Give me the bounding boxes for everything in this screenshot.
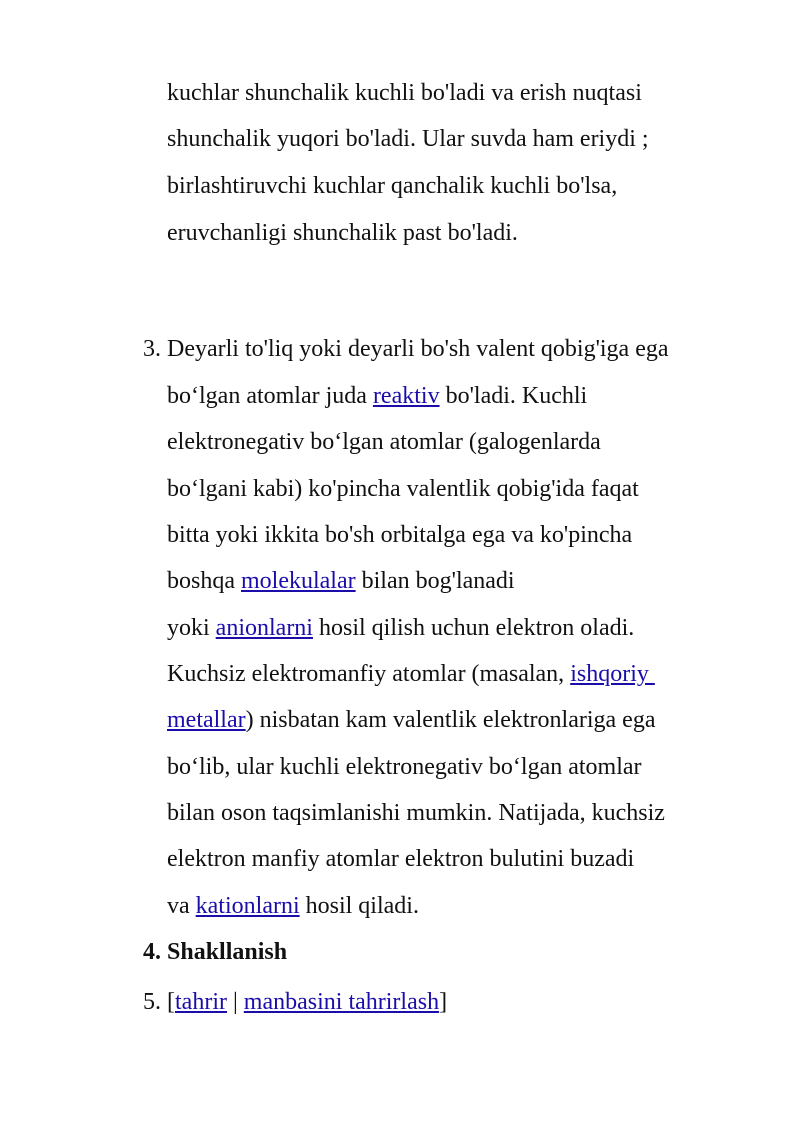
list-number-4: 4. (143, 939, 161, 965)
bracket-close: ] (439, 989, 448, 1015)
list-item-3-line: Deyarli to'liq yoki deyarli bo'sh valent qobig'iga ega (167, 336, 669, 362)
list-number-5: 5. (143, 989, 161, 1015)
link-kationlarni[interactable]: kationlarni (195, 893, 300, 919)
text-span: hosil qiladi. (299, 893, 419, 919)
list-item-3-line (167, 659, 655, 689)
paragraph-line: birlashtiruvchi kuchlar qanchalik kuchli bo'lsa, (167, 173, 618, 199)
link-ishqoriy-metallar[interactable]: ishqoriy (570, 661, 655, 687)
list-item-3-line (167, 613, 634, 643)
paragraph-line: eruvchanligi shunchalik past bo'ladi. (167, 220, 518, 246)
paragraph-line: kuchlar shunchalik kuchli bo'ladi va erish nuqtasi (167, 80, 642, 106)
edit-source-link[interactable]: manbasini tahrirlash (243, 989, 440, 1015)
link-ishqoriy-metallar-cont[interactable]: metallar (167, 707, 246, 733)
list-item-3-line (167, 705, 655, 735)
list-item-3-line: bo‘lib, ular kuchli elektronegativ bo‘lgan atomlar (167, 754, 642, 780)
list-number-3: 3. (143, 336, 161, 362)
text-span: bilan bog'lanadi (355, 568, 515, 594)
bracket-open: [ (167, 989, 175, 1015)
text-span: bo‘lgan atomlar juda (167, 383, 373, 409)
list-item-3-line: bitta yoki ikkita bo'sh orbitalga ega va ko'pincha (167, 522, 633, 548)
edit-links (167, 987, 447, 1017)
text-span: boshqa (167, 568, 241, 594)
text-span: hosil qilish uchun elektron oladi. (312, 615, 635, 641)
list-item-3-line: bilan oson taqsimlanishi mumkin. Natijada, kuchsiz (167, 800, 665, 826)
link-reaktiv[interactable]: reaktiv (372, 383, 440, 409)
link-molekulalar[interactable]: molekulalar (241, 568, 356, 594)
list-item-3-line (167, 891, 419, 921)
edit-link[interactable]: tahrir (175, 989, 227, 1015)
text-span: yoki (167, 615, 216, 641)
section-heading: Shakllanish (167, 939, 288, 965)
list-item-3-line: elektronegativ bo‘lgan atomlar (galogenlarda (167, 429, 601, 455)
paragraph-line: shunchalik yuqori bo'ladi. Ular suvda ham eriydi ; (167, 126, 649, 152)
separator: | (226, 989, 244, 1015)
list-item-3-line (167, 381, 587, 411)
link-anionlarni[interactable]: anionlarni (215, 615, 313, 641)
list-item-3-line: bo‘lgani kabi) ko'pincha valentlik qobig'ida faqat (167, 476, 639, 502)
text-span: va (167, 893, 196, 919)
list-item-3-line: elektron manfiy atomlar elektron bulutini buzadi (167, 846, 635, 872)
text-span: ) nisbatan kam valentlik elektronlariga ega (245, 707, 656, 733)
text-span: Kuchsiz elektromanfiy atomlar (masalan, (167, 661, 571, 687)
list-item-3-line (167, 566, 515, 596)
text-span: bo'ladi. Kuchli (439, 383, 588, 409)
